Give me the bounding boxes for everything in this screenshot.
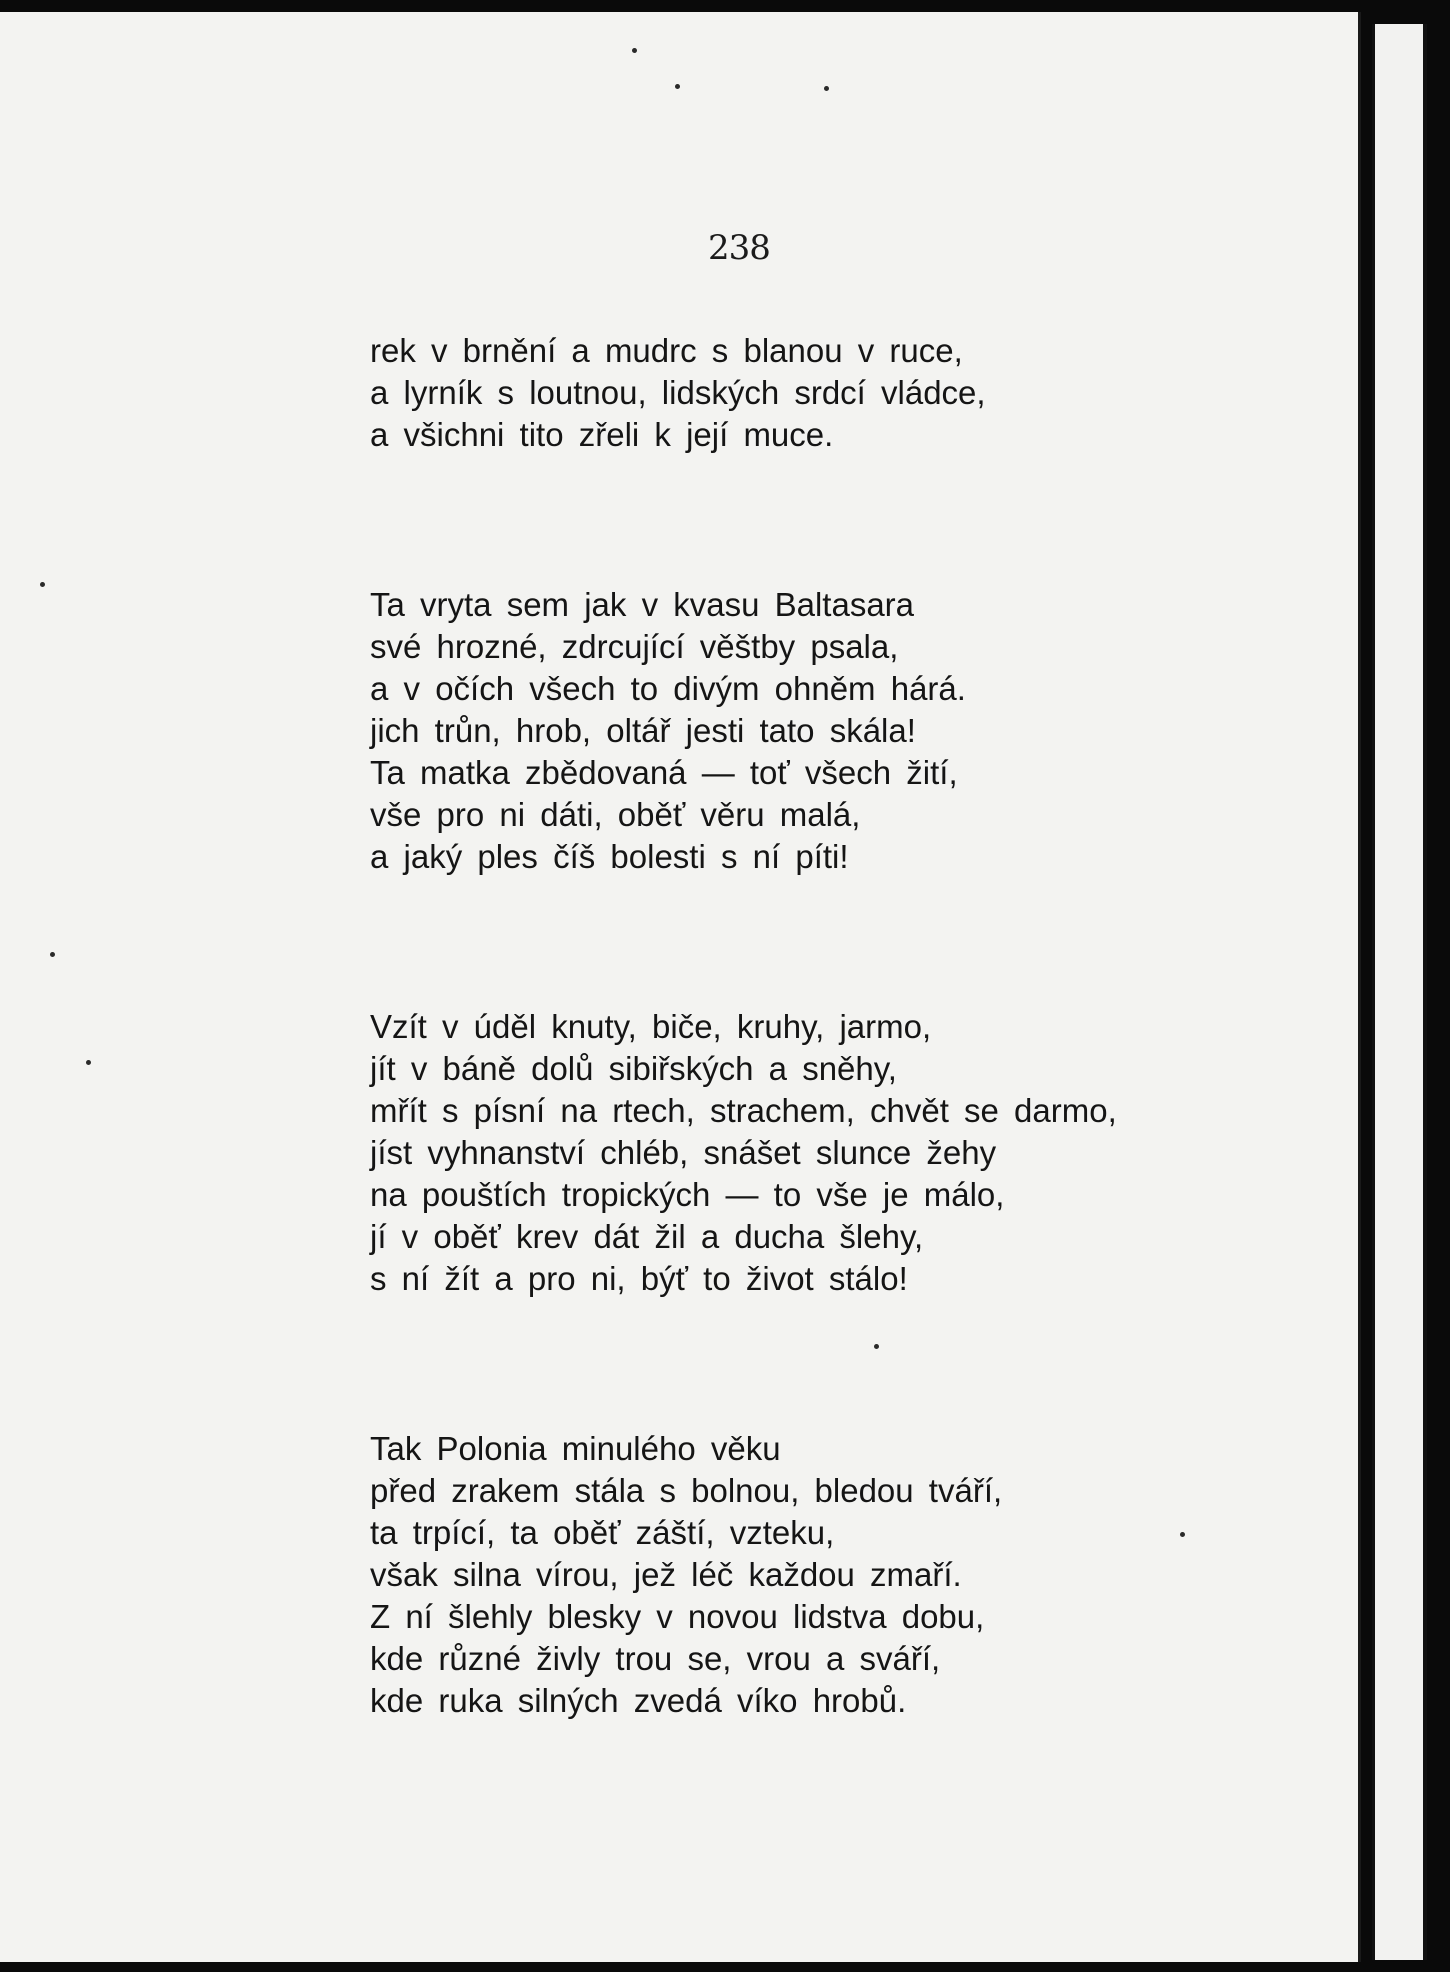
poem-line: jít v báně dolů sibiřských a sněhy, (370, 1050, 897, 1087)
poem-line: před zrakem stála s bolnou, bledou tváří, (370, 1472, 1003, 1509)
dust-speck (824, 86, 829, 91)
poem-line: jich trůn, hrob, oltář jesti tato skála! (370, 712, 916, 749)
adjacent-page-edge (1372, 24, 1427, 1960)
poem-line: Ta matka zbědovaná — toť všech žití, (370, 754, 958, 791)
dust-speck (675, 84, 680, 89)
poem-line: jíst vyhnanství chléb, snášet slunce žehy (370, 1134, 997, 1171)
poem-line: ta trpící, ta oběť záští, vzteku, (370, 1514, 835, 1551)
poem-line: a jaký ples číš bolesti s ní píti! (370, 838, 849, 875)
stanza-2 (370, 584, 1310, 878)
poem-line: Tak Polonia minulého věku (370, 1430, 781, 1467)
dust-speck (632, 48, 637, 53)
dust-speck (40, 582, 45, 587)
poem-line: vše pro ni dáti, oběť věru malá, (370, 796, 861, 833)
poem-line: své hrozné, zdrcující věštby psala, (370, 628, 899, 665)
poem-line: na pouštích tropických — to vše je málo, (370, 1176, 1005, 1213)
poem-line: však silna vírou, jež léč každou zmaří. (370, 1556, 962, 1593)
poem-body (370, 330, 1310, 1722)
poem-line: kde různé živly trou se, vrou a sváří, (370, 1640, 941, 1677)
stanza-3 (370, 1006, 1310, 1300)
poem-line: Z ní šlehly blesky v novou lidstva dobu, (370, 1598, 985, 1635)
poem-line: jí v oběť krev dát žil a ducha šlehy, (370, 1218, 924, 1255)
poem-line: kde ruka silných zvedá víko hrobů. (370, 1682, 907, 1719)
poem-line: Vzít v úděl knuty, biče, kruhy, jarmo, (370, 1008, 932, 1045)
poem-line: a lyrník s loutnou, lidských srdcí vládce, (370, 374, 986, 411)
dust-speck (50, 952, 55, 957)
poem-line: a všichni tito zřeli k její muce. (370, 416, 834, 453)
poem-line: a v očích všech to divým ohněm hárá. (370, 670, 966, 707)
dust-speck (86, 1060, 91, 1065)
poem-line: mřít s písní na rtech, strachem, chvět se darmo, (370, 1092, 1117, 1129)
paper-sheet (0, 12, 1361, 1962)
stanza-4 (370, 1428, 1310, 1722)
stanza-1 (370, 330, 1310, 456)
page-number: 238 (708, 228, 770, 268)
poem-line: s ní žít a pro ni, býť to život stálo! (370, 1260, 908, 1297)
poem-line: rek v brnění a mudrc s blanou v ruce, (370, 332, 963, 369)
poem-line: Ta vryta sem jak v kvasu Baltasara (370, 586, 915, 623)
